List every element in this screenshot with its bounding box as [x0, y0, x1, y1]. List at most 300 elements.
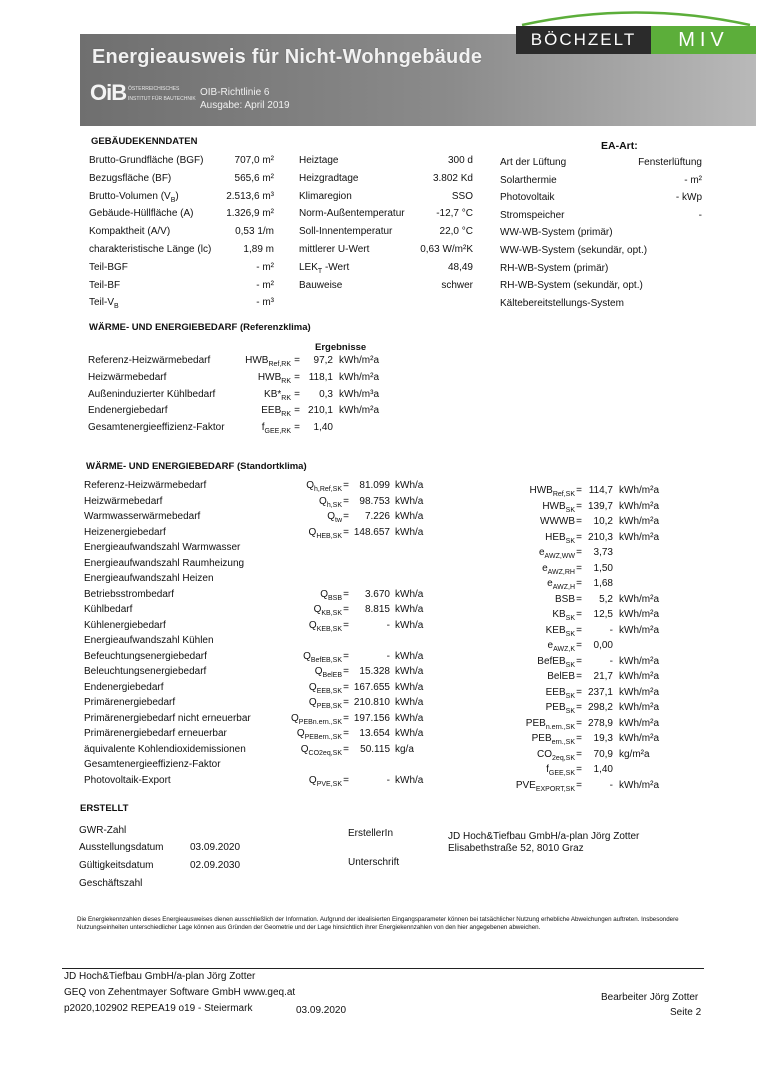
page-title: Energieausweis für Nicht-Wohngebäude [92, 46, 483, 68]
site-absolute-value: 148.657 [353, 526, 390, 538]
reference-value: 210,1 [307, 405, 333, 417]
brand-roof-icon [520, 6, 752, 26]
site-absolute-symbol-subscript: KB,SK [321, 610, 342, 617]
site-specific-unit: kg/m²a [619, 748, 650, 760]
site-absolute-equals: = [343, 728, 349, 739]
site-specific-unit: kWh/m²a [619, 686, 659, 698]
system-value: - kWp [675, 192, 702, 204]
reference-unit: kWh/m²a [339, 371, 379, 383]
building-value: 1,89 m [243, 244, 274, 255]
site-absolute-unit: kWh/a [395, 712, 424, 724]
site-label: Energieaufwandszahl Raumheizung [84, 557, 245, 569]
site-absolute-unit: kWh/a [395, 681, 424, 693]
site-specific-unit: kWh/m²a [619, 485, 659, 496]
site-specific-symbol [490, 780, 575, 793]
climate-value: 0,63 W/m²K [420, 244, 473, 255]
site-specific-equals: = [576, 733, 582, 744]
site-specific-symbol-subscript: SK [565, 615, 575, 622]
reference-symbol-base: KB* [264, 388, 282, 400]
site-absolute-equals: = [343, 604, 349, 615]
system-value: Fensterlüftung [638, 157, 702, 168]
footer-company: JD Hoch&Tiefbau GmbH/a-plan Jörg Zotter [64, 971, 256, 982]
site-specific-symbol [490, 764, 575, 777]
site-absolute-value: 81.099 [359, 480, 390, 491]
building-label-text: Brutto-Grundfläche (BGF) [89, 155, 204, 166]
site-absolute-value: 210.810 [353, 697, 390, 708]
site-absolute-unit: kWh/a [395, 650, 424, 662]
site-specific-symbol-base: e [538, 547, 545, 558]
site-specific-value: 1,50 [593, 562, 613, 574]
section-heading-site-climate: WÄRME- UND ENERGIEBEDARF (Standortklima) [86, 461, 307, 472]
section-heading-reference-climate: WÄRME- UND ENERGIEBEDARF (Referenzklima) [89, 322, 311, 333]
reference-symbol [215, 422, 291, 435]
system-label: Kältebereitstellungs-System [500, 297, 624, 309]
reference-value: 0,3 [319, 388, 333, 400]
site-absolute-symbol [262, 744, 342, 757]
system-label: Solarthermie [500, 174, 557, 186]
reference-symbol [215, 405, 291, 418]
valid-date-value: 02.09.2030 [190, 860, 241, 871]
site-specific-value: 0,00 [593, 640, 613, 651]
system-label: WW-WB-System (sekundär, opt.) [500, 245, 648, 256]
site-specific-symbol [490, 733, 575, 746]
site-absolute-symbol-base: Q [308, 774, 317, 786]
site-specific-equals: = [576, 671, 582, 682]
climate-label [299, 208, 405, 219]
system-label: WW-WB-System (primär) [500, 227, 613, 239]
site-absolute-symbol-base: Q [314, 666, 323, 677]
site-specific-symbol [490, 594, 575, 605]
site-specific-symbol-subscript: AWZ,K [553, 646, 575, 653]
site-specific-equals: = [576, 764, 582, 775]
site-specific-symbol-subscript: ern.,SK [551, 739, 575, 746]
system-label: Art der Lüftung [500, 157, 567, 168]
site-specific-equals: = [576, 717, 582, 729]
building-label-text: Gebäude-Hüllfläche (A) [89, 208, 194, 220]
site-absolute-value: 15.328 [359, 666, 390, 677]
site-specific-value: 1,40 [593, 764, 613, 775]
site-absolute-symbol-subscript: CO2eq,SK [308, 749, 342, 757]
climate-label-text: Klimaregion [299, 190, 352, 202]
site-absolute-symbol [262, 651, 342, 664]
system-label: Photovoltaik [500, 192, 555, 204]
site-specific-symbol [490, 749, 575, 762]
site-specific-equals: = [576, 562, 582, 574]
climate-value: 3.802 Kd [432, 172, 473, 184]
site-label: Heizenergiebedarf [84, 526, 166, 538]
section-heading-building-data: GEBÄUDEKENNDATEN [91, 136, 198, 147]
site-specific-equals: = [576, 748, 582, 760]
site-absolute-equals: = [343, 588, 349, 600]
reference-label: Heizwärmebedarf [88, 371, 167, 383]
oib-logo-subtitle: ÖSTERREICHISCHES [128, 86, 180, 92]
reference-symbol-subscript: Ref,RK [268, 361, 291, 368]
site-specific-symbol [490, 563, 575, 576]
site-absolute-equals: = [343, 681, 349, 693]
site-label: Kühlenergiebedarf [84, 619, 166, 631]
site-label: Primärenergiebedarf nicht erneuerbar [84, 712, 251, 724]
signature-label: Unterschrift [348, 857, 400, 868]
site-specific-value: - [609, 655, 613, 667]
site-absolute-value: - [386, 650, 390, 662]
site-absolute-unit: kWh/a [395, 666, 424, 677]
site-absolute-symbol-subscript: h,Ref,SK [313, 486, 342, 493]
site-absolute-symbol [262, 713, 342, 726]
footer-software: GEQ von Zehentmayer Software GmbH www.geq.at [64, 987, 296, 998]
site-specific-symbol-base: CO [537, 748, 553, 760]
site-label: Warmwasserwärmebedarf [84, 511, 201, 522]
site-absolute-symbol [262, 604, 342, 617]
climate-value: 22,0 °C [439, 226, 473, 238]
climate-value: -12,7 °C [436, 208, 473, 220]
site-specific-symbol [490, 609, 575, 622]
site-specific-symbol [490, 656, 575, 669]
site-specific-value: - [609, 779, 613, 791]
site-label: Beleuchtungsenergiebedarf [84, 666, 207, 677]
reference-symbol [215, 355, 291, 368]
building-value: - m³ [256, 297, 274, 309]
climate-label-text-end: -Wert [322, 261, 350, 273]
footer-editor: Bearbeiter Jörg Zotter [601, 992, 699, 1003]
climate-label-text: LEK [299, 261, 318, 273]
site-specific-symbol-subscript: SK [565, 708, 575, 715]
site-absolute-symbol-subscript: PEBern.,SK [304, 734, 342, 741]
site-absolute-symbol-base: Q [320, 588, 328, 600]
site-absolute-symbol-base: Q [308, 526, 317, 538]
site-specific-symbol-subscript: SK [565, 630, 575, 638]
reference-symbol-base: EEB [261, 405, 282, 417]
site-specific-unit: kWh/m²a [619, 655, 659, 667]
site-specific-equals: = [576, 655, 582, 667]
system-value: - [698, 209, 702, 221]
site-absolute-symbol [262, 620, 342, 633]
edition-label: Ausgabe: April 2019 [200, 100, 290, 111]
site-specific-symbol [490, 547, 575, 560]
site-specific-symbol [490, 516, 575, 527]
guideline-label: OIB-Richtlinie 6 [200, 87, 270, 98]
site-label: Kühlbedarf [84, 604, 133, 615]
building-label-text: Teil-V [89, 297, 115, 309]
site-specific-symbol-base: PVE [515, 779, 536, 791]
site-absolute-symbol-subscript: PEB,SK [316, 703, 342, 710]
site-absolute-symbol-subscript: HEB,SK [316, 532, 342, 540]
site-absolute-equals: = [343, 712, 349, 724]
building-label [89, 173, 171, 184]
climate-label-text: Norm-Außentemperatur [299, 208, 405, 220]
site-absolute-equals: = [343, 480, 349, 491]
site-absolute-value: 3.670 [364, 588, 390, 600]
creator-name: JD Hoch&Tiefbau GmbH/a-plan Jörg Zotter [448, 831, 640, 842]
site-absolute-equals: = [343, 666, 349, 677]
building-label-text-end: ) [175, 190, 179, 202]
site-specific-equals: = [576, 516, 582, 527]
reference-symbol-base: HWB [257, 371, 282, 383]
site-specific-symbol-subscript: SK [565, 537, 575, 545]
reference-unit: kWh/m³a [339, 388, 379, 400]
site-absolute-unit: kWh/a [395, 728, 424, 739]
climate-label [299, 262, 349, 275]
site-specific-unit: kWh/m²a [619, 671, 659, 682]
site-specific-symbol [490, 532, 575, 545]
building-label [89, 155, 203, 166]
reference-equals: = [294, 405, 300, 417]
site-absolute-symbol-base: Q [296, 728, 305, 739]
footer-date: 03.09.2020 [296, 1005, 347, 1016]
site-specific-value: 21,7 [593, 671, 613, 682]
site-absolute-symbol-subscript: tw [335, 517, 342, 524]
site-absolute-symbol-base: Q [308, 619, 317, 631]
reference-symbol [215, 389, 291, 402]
site-absolute-symbol-base: Q [308, 681, 317, 693]
business-number-label: Geschäftszahl [79, 878, 143, 889]
site-label: Energieaufwandszahl Heizen [84, 573, 214, 584]
site-specific-symbol [490, 625, 575, 638]
reference-unit: kWh/m²a [339, 355, 379, 366]
site-specific-unit: kWh/m²a [619, 702, 659, 713]
building-value: 707,0 m² [234, 155, 274, 166]
site-specific-symbol [490, 501, 575, 514]
building-label-text: Brutto-Volumen (V [89, 190, 171, 202]
site-absolute-equals: = [343, 743, 349, 755]
site-absolute-symbol-base: Q [291, 712, 299, 724]
reference-equals: = [294, 388, 300, 400]
site-specific-value: 10,2 [593, 516, 613, 527]
site-specific-unit: kWh/m²a [619, 609, 659, 620]
results-heading: Ergebnisse [315, 342, 367, 353]
reference-value: 118,1 [308, 371, 333, 383]
site-specific-value: 139,7 [587, 500, 613, 512]
site-specific-equals: = [576, 485, 582, 496]
building-value: 565,6 m² [234, 172, 274, 184]
site-specific-equals: = [576, 609, 582, 620]
site-absolute-equals: = [343, 619, 349, 631]
site-specific-symbol-base: KB [552, 609, 566, 620]
site-absolute-symbol-base: Q [319, 495, 327, 507]
site-specific-symbol-subscript: AWZ,WW [544, 553, 575, 560]
site-specific-symbol [490, 578, 575, 591]
reference-value: 97,2 [313, 355, 333, 366]
creator-label: ErstellerIn [348, 828, 394, 839]
building-value: - m² [256, 279, 274, 291]
site-absolute-value: 7.226 [364, 511, 390, 522]
site-absolute-symbol-base: Q [327, 511, 335, 522]
reference-symbol-subscript: RK [281, 377, 291, 385]
site-specific-value: 19,3 [593, 733, 613, 744]
site-label: Heizwärmebedarf [84, 495, 163, 507]
site-absolute-unit: kWh/a [395, 588, 424, 600]
climate-label [299, 191, 352, 202]
reference-equals: = [294, 422, 300, 434]
oib-logo: OiB [90, 80, 127, 105]
site-absolute-unit: kWh/a [395, 526, 424, 538]
oib-logo-subtitle-2: INSTITUT FÜR BAUTECHNIK [128, 96, 196, 102]
site-specific-equals: = [576, 593, 582, 605]
system-label: Stromspeicher [500, 209, 565, 221]
building-label [89, 208, 194, 219]
building-label-subscript: B [114, 303, 119, 311]
building-value: 0,53 1/m [235, 226, 274, 238]
site-specific-symbol-base: PEB [525, 717, 546, 729]
site-label: Endenergiebedarf [84, 681, 164, 693]
site-absolute-equals: = [343, 526, 349, 538]
site-specific-symbol-subscript: GEE,SK [548, 770, 575, 777]
site-label: Primärenergiebedarf erneuerbar [84, 728, 227, 739]
building-label-text: Teil-BF [89, 279, 121, 291]
site-absolute-symbol [262, 666, 342, 679]
site-absolute-value: 8.815 [364, 604, 390, 615]
climate-label-text: Heizgradtage [299, 172, 359, 184]
site-absolute-symbol [262, 728, 342, 741]
site-absolute-equals: = [343, 511, 349, 522]
site-label: Energieaufwandszahl Warmwasser [84, 542, 241, 553]
site-absolute-equals: = [343, 495, 349, 507]
reference-symbol-subscript: GEE,RK [264, 428, 291, 436]
site-absolute-equals: = [343, 774, 349, 786]
site-specific-symbol-subscript: n.ern.,SK [545, 723, 575, 731]
site-absolute-symbol [262, 480, 342, 493]
climate-label [299, 155, 338, 166]
site-absolute-value: 13.654 [359, 728, 390, 739]
climate-label-text: Heiztage [299, 155, 339, 166]
footer-page-number: Seite 2 [670, 1007, 702, 1018]
site-specific-symbol-subscript: EXPORT,SK [535, 785, 575, 793]
reference-unit: kWh/m²a [339, 405, 379, 417]
site-specific-equals: = [576, 779, 582, 791]
site-absolute-value: 197.156 [353, 712, 390, 724]
site-specific-unit: kWh/m²a [619, 516, 659, 527]
ea-art-label: EA-Art: [601, 140, 638, 152]
site-absolute-value: - [386, 619, 390, 631]
site-label: Befeuchtungsenergiebedarf [84, 650, 207, 662]
site-specific-symbol-base: BefEB [537, 655, 566, 667]
climate-value: SSO [451, 190, 473, 202]
site-absolute-symbol [262, 527, 342, 540]
building-label [89, 262, 128, 273]
site-absolute-unit: kWh/a [395, 604, 424, 615]
site-label: Betriebsstrombedarf [84, 588, 175, 600]
building-label-subscript: B [170, 196, 176, 204]
site-absolute-unit: kWh/a [395, 774, 424, 786]
climate-value: schwer [441, 279, 473, 291]
site-specific-symbol-base: PEB [545, 702, 566, 713]
site-specific-value: - [609, 624, 613, 636]
system-label: RH-WB-System (sekundär, opt.) [500, 280, 643, 292]
system-label: RH-WB-System (primär) [500, 262, 609, 274]
climate-label [299, 244, 369, 255]
reference-label: Endenergiebedarf [88, 405, 168, 417]
site-specific-equals: = [576, 624, 582, 636]
valid-date-label: Gültigkeitsdatum [79, 860, 154, 871]
site-specific-symbol-subscript: AWZ,H [552, 584, 575, 591]
site-absolute-symbol-subscript: EEB,SK [316, 687, 342, 695]
site-absolute-unit: kWh/a [395, 480, 424, 491]
brand-name-left: BÖCHZELT [516, 26, 651, 54]
site-absolute-symbol [262, 682, 342, 695]
building-label [89, 280, 120, 291]
reference-value: 1,40 [313, 422, 333, 434]
site-specific-unit: kWh/m²a [619, 779, 659, 791]
site-specific-symbol-subscript: SK [565, 692, 575, 700]
reference-label: Referenz-Heizwärmebedarf [88, 355, 211, 366]
site-specific-symbol-subscript: SK [565, 506, 575, 514]
site-absolute-symbol [262, 775, 342, 788]
climate-label [299, 280, 342, 291]
reference-equals: = [294, 371, 300, 383]
reference-label: Gesamtenergieeffizienz-Faktor [88, 422, 225, 434]
building-value: 1.326,9 m² [226, 208, 274, 220]
site-absolute-symbol [262, 496, 342, 509]
site-specific-equals: = [576, 686, 582, 698]
building-label [89, 191, 179, 204]
issue-date-value: 03.09.2020 [190, 842, 241, 853]
site-specific-symbol [490, 640, 575, 653]
site-specific-unit: kWh/m²a [619, 733, 659, 744]
building-label-text: charakteristische Länge (lc) [89, 244, 212, 255]
site-specific-unit: kWh/m²a [619, 531, 659, 543]
building-value: - m² [256, 261, 274, 273]
site-specific-symbol-base: e [547, 578, 553, 589]
site-specific-symbol-base: WWWB [540, 516, 575, 527]
site-specific-symbol-base: HWB [529, 485, 553, 496]
site-absolute-symbol-subscript: BelEB [322, 672, 342, 679]
site-specific-equals: = [576, 702, 582, 713]
site-label: äquivalente Kohlendioxidemissionen [84, 743, 246, 755]
site-specific-value: 70,9 [593, 748, 613, 760]
site-absolute-value: 167.655 [353, 681, 390, 693]
site-absolute-symbol [262, 697, 342, 710]
site-specific-symbol [490, 687, 575, 700]
site-specific-symbol-subscript: AWZ,RH [547, 568, 575, 576]
brand-name-right: MIV [651, 26, 756, 54]
site-absolute-symbol-subscript: h,SK [326, 501, 342, 509]
site-specific-symbol-base: KEB [545, 624, 566, 636]
site-specific-symbol-subscript: Ref,SK [552, 491, 575, 498]
site-absolute-symbol-base: Q [300, 743, 309, 755]
site-specific-symbol-subscript: 2eq,SK [552, 754, 575, 762]
building-label-text: Teil-BGF [89, 261, 128, 273]
site-absolute-unit: kWh/a [395, 511, 424, 522]
site-absolute-symbol-subscript: PEBn.ern.,SK [298, 718, 342, 726]
climate-label-text: mittlerer U-Wert [299, 244, 370, 255]
site-specific-value: 210,3 [587, 531, 613, 543]
site-specific-value: 12,5 [593, 609, 613, 620]
site-specific-symbol [490, 671, 575, 682]
site-label: Photovoltaik-Export [84, 774, 171, 786]
site-label: Primärenergiebedarf [84, 697, 176, 708]
site-specific-equals: = [576, 531, 582, 543]
site-absolute-unit: kWh/a [395, 619, 424, 631]
reference-symbol [215, 372, 291, 385]
site-label: Gesamtenergieeffizienz-Faktor [84, 759, 221, 770]
site-absolute-symbol-subscript: BSB [327, 594, 342, 602]
climate-label-text: Bauweise [299, 279, 343, 291]
site-specific-symbol [490, 485, 575, 498]
site-label: Referenz-Heizwärmebedarf [84, 480, 207, 491]
site-specific-value: 237,1 [587, 686, 613, 698]
reference-symbol-subscript: RK [281, 411, 291, 419]
building-label-text: Kompaktheit (A/V) [89, 226, 171, 238]
site-absolute-value: - [386, 774, 390, 786]
footer-divider [62, 968, 704, 969]
site-absolute-symbol-base: Q [313, 604, 322, 615]
reference-equals: = [294, 355, 300, 366]
site-absolute-equals: = [343, 697, 349, 708]
site-absolute-symbol-base: Q [306, 480, 314, 491]
site-absolute-symbol-subscript: KEB,SK [316, 625, 342, 633]
site-absolute-value: 98.753 [359, 495, 390, 507]
site-specific-equals: = [576, 578, 582, 589]
site-specific-value: 3,73 [593, 547, 613, 558]
